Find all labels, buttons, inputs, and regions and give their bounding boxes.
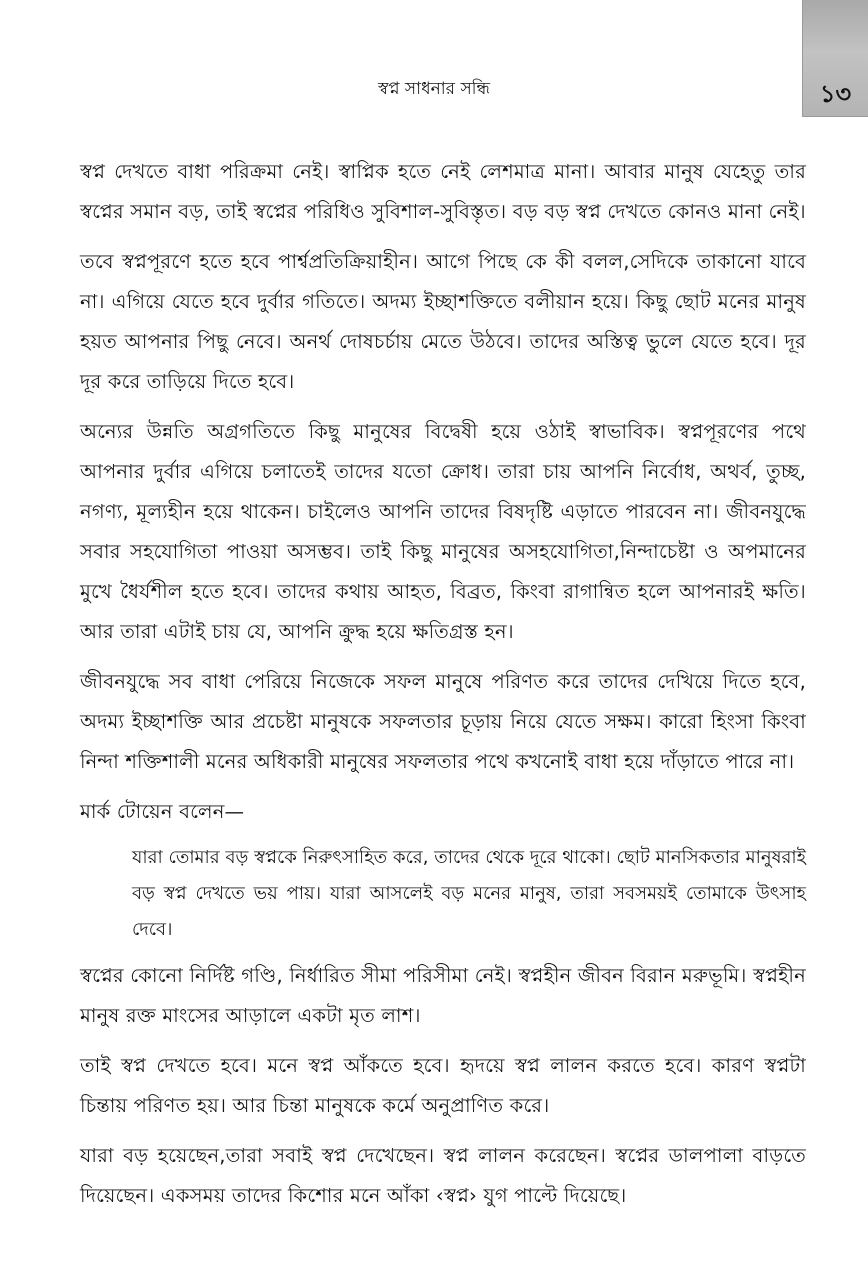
running-head: স্বপ্ন সাধনার সন্ধি [377, 79, 490, 99]
paragraph-2: তবে স্বপ্নপূরণে হতে হবে পার্শ্বপ্রতিক্রিয়াহীন। আগে পিছে কে কী বলল,সেদিকে তাকানো যাবে না। এগিয়ে যেতে হবে দুর্বার গতিতে। অদম্য ইচ্ছাশক্তিতে বলীয়ান হয়ে। কিছু ছোট মনের মানুষ হয়ত আপনার পিছু নেবে। অনর্থ দোষচর্চায় মেতে উঠবে। তাদের অস্তিত্ব ভুলে যেতে হবে। দূর দূর করে তাড়িয়ে দিতে হবে। [80, 250, 806, 393]
page-number: ১৩ [819, 80, 852, 108]
paragraph-3: অন্যের উন্নতি অগ্রগতিতে কিছু মানুষের বিদ্বেষী হয়ে ওঠাই স্বাভাবিক। স্বপ্নপূরণের পথে আপনার দুর্বার এগিয়ে চলাতেই তাদের যতো ক্রোধ। তারা চায় আপনি নির্বোধ, অথর্ব, তুচ্ছ, নগণ্য, মূল্যহীন হয়ে থাকেন। চাইলেও আপনি তাদের বিষদৃষ্টি এড়াতে পারবেন না। জীবনযুদ্ধে সবার সহযোগিতা পাওয়া অসম্ভব। তাই কিছু মানুষের অসহযোগিতা,নিন্দাচেষ্টা ও অপমানের মুখে ধৈর্যশীল হতে হবে। তাদের কথায় আহত, বিব্রত, কিংবা রাগান্বিত হলে আপনারই ক্ষতি। আর তারা এটাই চায় যে, আপনি ক্রুদ্ধ হয়ে ক্ষতিগ্রস্ত হন। [80, 420, 806, 643]
block-quote: যারা তোমার বড় স্বপ্নকে নিরুৎসাহিত করে, তাদের থেকে দূরে থাকো। ছোট মানসিকতার মানুষরাই বড় স্বপ্ন দেখতে ভয় পায়। যারা আসলেই বড় মনের মানুষ, তারা সবসময়ই তোমাকে উৎসাহ দেবে। [132, 847, 806, 940]
paragraph-1: স্বপ্ন দেখতে বাধা পরিক্রমা নেই। স্বাপ্নিক হতে নেই লেশমাত্র মানা। আবার মানুষ যেহেতু তার স্বপ্নের সমান বড়, তাই স্বপ্নের পরিধিও সুবিশাল-সুবিস্তৃত। বড় বড় স্বপ্ন দেখতে কোনও মানা নেই। [80, 160, 806, 223]
paragraph-5: স্বপ্নের কোনো নির্দিষ্ট গণ্ডি, নির্ধারিত সীমা পরিসীমা নেই। স্বপ্নহীন জীবন বিরান মরুভূমি। স্বপ্নহীন মানুষ রক্ত মাংসের আড়ালে একটা মৃত লাশ। [80, 964, 806, 1027]
paragraph-6: তাই স্বপ্ন দেখতে হবে। মনে স্বপ্ন আঁকতে হবে। হৃদয়ে স্বপ্ন লালন করতে হবে। কারণ স্বপ্নটা চিন্তায় পরিণত হয়। আর চিন্তা মানুষকে কর্মে অনুপ্রাণিত করে। [80, 1054, 806, 1117]
quote-intro: মার্ক টোয়েন বলেন— [80, 800, 245, 823]
paragraph-7: যারা বড় হয়েছেন,তারা সবাই স্বপ্ন দেখেছেন। স্বপ্ন লালন করেছেন। স্বপ্নের ডালপালা বাড়তে দিয়েছেন। একসময় তাদের কিশোর মনে আঁকা ‹স্বপ্ন› যুগ পাল্টে দিয়েছে। [80, 1144, 806, 1207]
paragraph-4: জীবনযুদ্ধে সব বাধা পেরিয়ে নিজেকে সফল মানুষে পরিণত করে তাদের দেখিয়ে দিতে হবে, অদম্য ইচ্ছাশক্তি আর প্রচেষ্টা মানুষকে সফলতার চূড়ায় নিয়ে যেতে সক্ষম। কারো হিংসা কিংবা নিন্দা শক্তিশালী মনের অধিকারী মানুষের সফলতার পথে কখনোই বাধা হয়ে দাঁড়াতে পারে না। [80, 670, 806, 773]
body-text [80, 152, 806, 1226]
